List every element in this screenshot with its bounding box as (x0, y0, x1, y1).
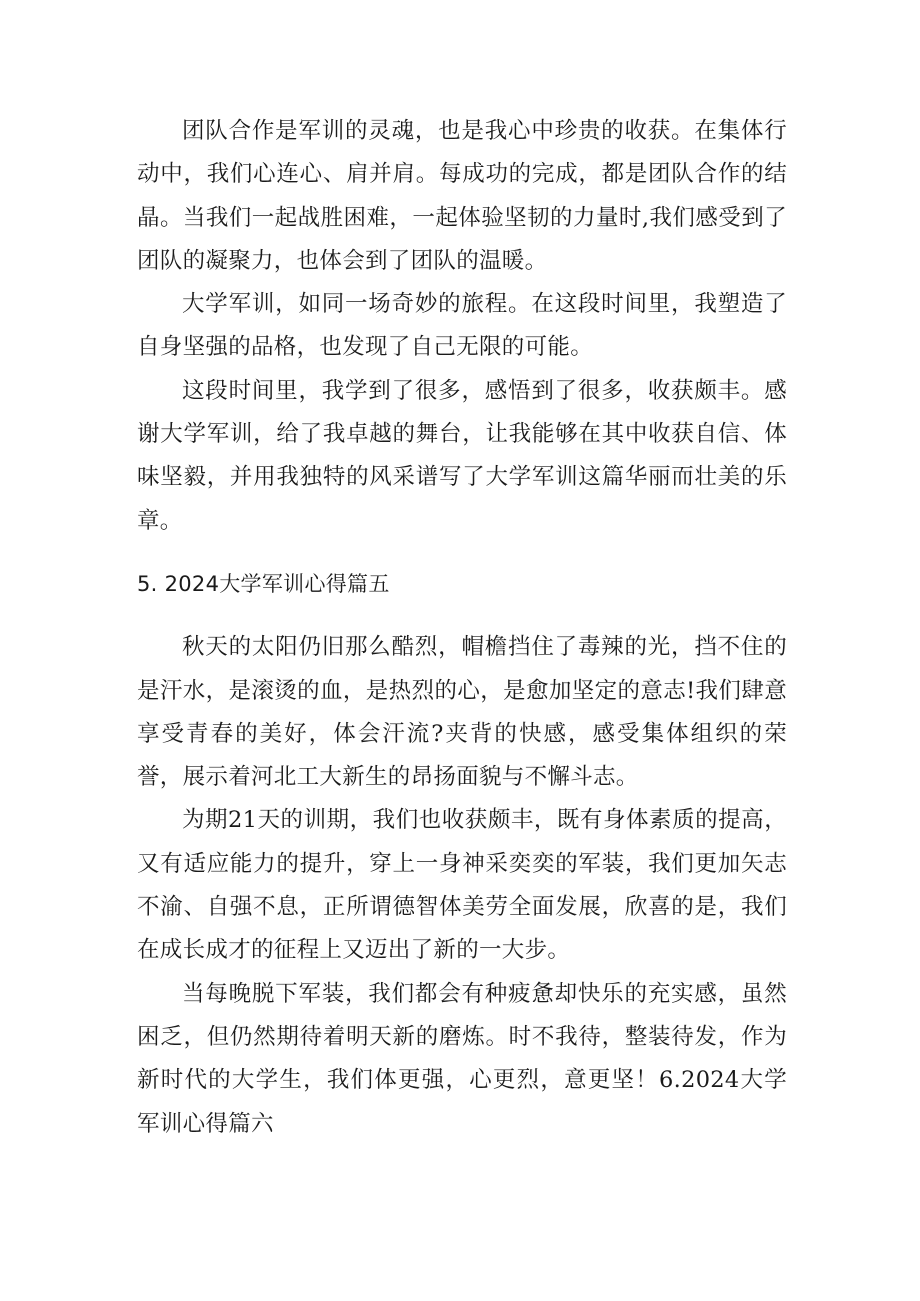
paragraph-gratitude: 这段时间里，我学到了很多，感悟到了很多，收获颇丰。感谢大学军训，给了我卓越的舞台，让我能够在其中收获自信、体味坚毅，并用我独特的风采谱写了大学军训这篇华丽而壮美的乐章。 (137, 377, 787, 534)
section-heading: 5. 2024大学军训心得篇五 (137, 571, 390, 596)
paragraph-evening: 当每晚脱下军装，我们都会有种疲惫却快乐的充实感，虽然困乏，但仍然期待着明天新的磨炼。时不我待，整装待发，作为新时代的大学生，我们体更强，心更烈，意更坚！6.2024大学军训心得篇六 (137, 980, 787, 1137)
paragraph-journey: 大学军训，如同一场奇妙的旅程。在这段时间里，我塑造了自身坚强的品格，也发现了自己无限的可能。 (137, 291, 787, 361)
paragraph-training-period: 为期21天的训期，我们也收获颇丰，既有身体素质的提高，又有适应能力的提升，穿上一身神采奕奕的军装，我们更加矢志不渝、自强不息，正所谓德智体美劳全面发展，欣喜的是，我们在成长成才的征程上又迈出了新的一大步。 (137, 807, 787, 964)
paragraph-autumn-sun: 秋天的太阳仍旧那么酷烈，帽檐挡住了毒辣的光，挡不住的是汗水，是滚烫的血，是热烈的心，是愈加坚定的意志!我们肆意享受青春的美好，体会汗流?夹背的快感，感受集体组织的荣誉，展示着河北工大新生的昂扬面貌与不懈斗志。 (137, 634, 787, 791)
spacer (137, 606, 787, 626)
spacer (137, 543, 787, 563)
paragraph-teamwork: 团队合作是军训的灵魂，也是我心中珍贵的收获。在集体行动中，我们心连心、肩并肩。每成功的完成，都是团队合作的结晶。当我们一起战胜困难，一起体验坚韧的力量时,我们感受到了团队的凝聚力，也体会到了团队的温暖。 (137, 118, 787, 274)
document-page (137, 110, 787, 1146)
